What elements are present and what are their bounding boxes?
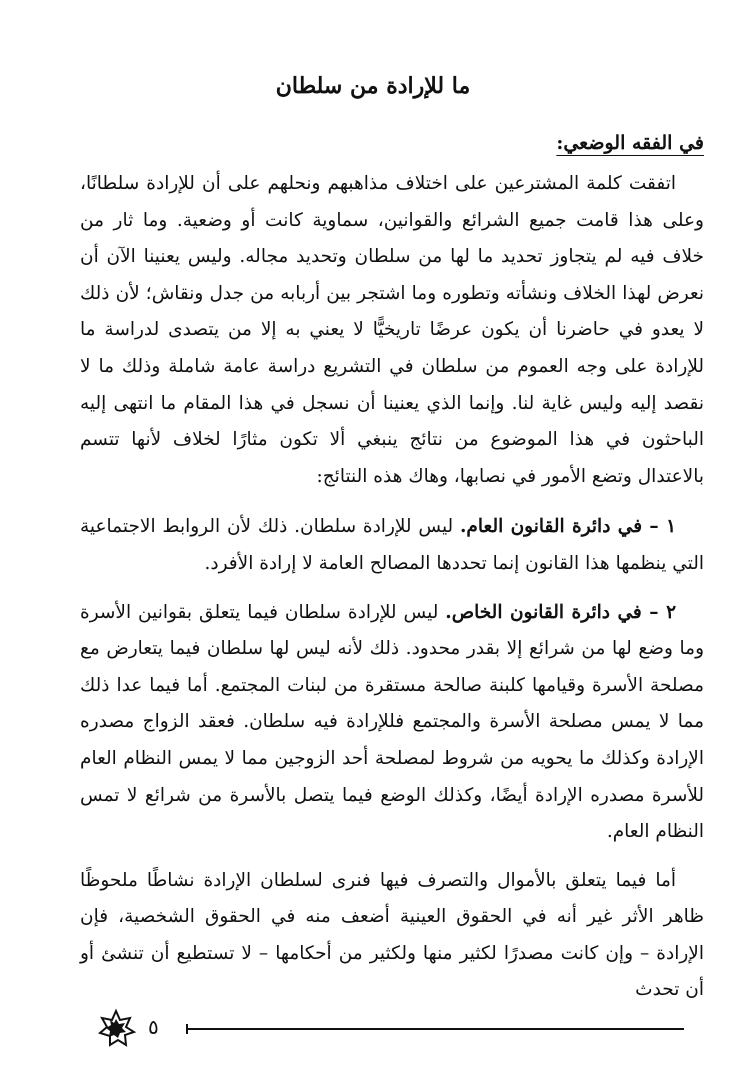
list-item-label: ١ – في دائرة القانون العام.	[459, 516, 676, 538]
paragraph-property: أما فيما يتعلق بالأموال والتصرف فيها فنرى لسلطان الإرادة نشاطًا ملحوظًا ظاهر الأثر غير أنه في الحقوق العينية أضعف منه في الحقوق الشخصية، فإن الإرادة – وإن كانت مصدرًا لكثير منها ولكثير من أحكامها – لا تستطيع أن تنشئ أو أن تحدث	[80, 869, 704, 1001]
list-item-public-law	[80, 509, 704, 582]
page-footer	[96, 1008, 696, 1048]
list-item-text: ليس للإرادة سلطان فيما يتعلق بقوانين الأسرة وما وضع لها من شرائع إلا بقدر محدود. ذلك لأنه ليس لها سلطان فيما يتعارض مع مصلحة الأسرة وقيامها كلبنة صالحة مستقرة من لبنات المجتمع. أما فيما عدا ذلك مما لا يمس مصلحة الأسرة والمجتمع فللإرادة فيه سلطان. فعقد الزواج مصدره الإرادة وكذلك ما يحويه من شروط لمصلحة أحد الزوجين مما لا يمس النظام العام للأسرة مصدره الإرادة أيضًا، وكذلك الوضع فيما يتصل بالأسرة من شرائع لا تمس النظام العام.	[80, 601, 704, 843]
list-item-label: ٢ – في دائرة القانون الخاص.	[445, 601, 676, 623]
footer-divider	[186, 1028, 684, 1030]
page-title: ما للإرادة من سلطان	[275, 73, 471, 99]
section-heading: في الفقه الوضعي:	[556, 132, 704, 154]
body-content	[80, 128, 704, 1009]
ornament-star-icon	[96, 1008, 136, 1048]
list-item-text: ليس للإرادة سلطان. ذلك لأن الروابط الاجتماعية التي ينظمها هذا القانون إنما تحددها المصالح العامة لا إرادة الأفرد.	[80, 516, 704, 574]
paragraph-intro: اتفقت كلمة المشترعين على اختلاف مذاهبهم ونحلهم على أن للإرادة سلطانًا، وعلى هذا قامت جميع الشرائع والقوانين، سماوية كانت أو وضعية. وما ثار من خلاف فيه لم يتجاوز تحديد ما لها من سلطان وتحديد مجاله. وليس يعنينا الآن أن نعرض لهذا الخلاف ونشأته وتطوره وما اشتجر بين أربابه من جدل ونقاش؛ لأن ذلك لا يعدو في حاضرنا أن يكون عرضًا تاريخيًّا لا يعني به إلا من يتصدى لدراسة ما للإرادة على وجه العموم من سلطان في التشريع دراسة عامة شاملة وذلك ما لا نقصد إليه وليس غاية لنا. وإنما الذي يعنينا أن نسجل في هذا المقام ما انتهى إليه الباحثون في هذا الموضوع من نتائج ينبغي ألا تكون مثارًا لخلاف لأنها تتسم بالاعتدال وتضع الأمور في نصابها، وهاك هذه النتائج:	[80, 173, 704, 487]
page-number: ٥	[148, 1015, 159, 1039]
list-item-private-law	[80, 595, 704, 851]
